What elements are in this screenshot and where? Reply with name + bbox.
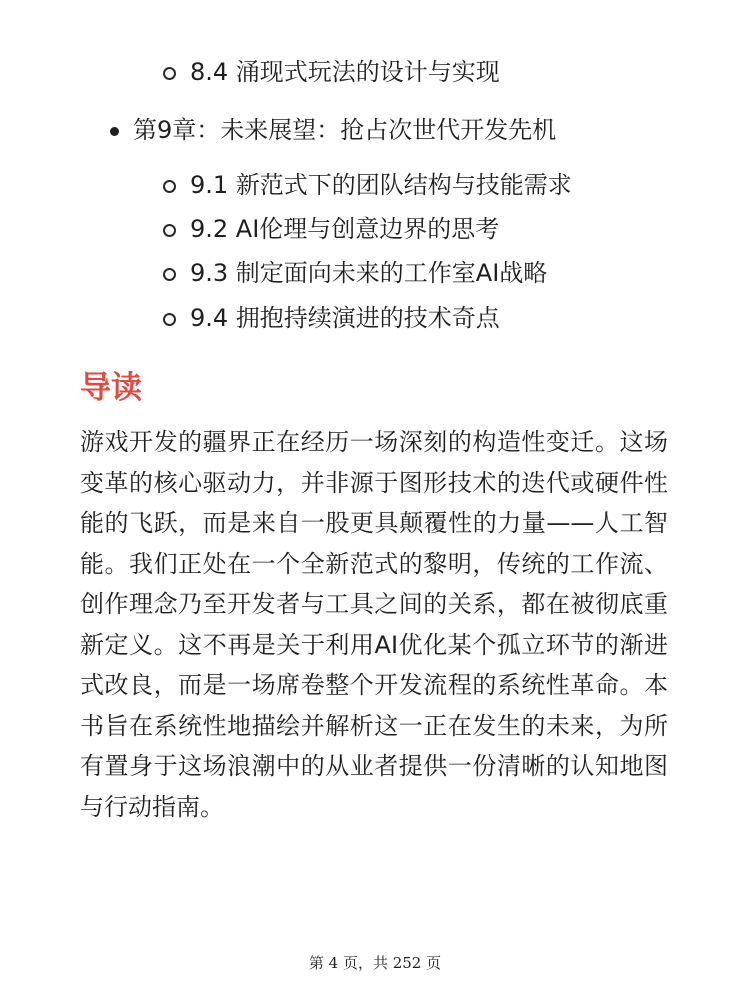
solid-bullet-icon: [110, 127, 119, 136]
toc-item-9-4[interactable]: [163, 300, 500, 336]
toc-item-label: 9.4 拥抱持续演进的技术奇点: [190, 304, 500, 332]
hollow-bullet-icon: [163, 268, 176, 281]
toc-item-8-4[interactable]: [163, 54, 500, 90]
hollow-bullet-icon: [163, 67, 176, 80]
toc-item-label: 9.2 AI伦理与创意边界的思考: [190, 215, 500, 243]
toc-chapter-9[interactable]: [110, 110, 556, 150]
hollow-bullet-icon: [163, 313, 176, 326]
toc-item-9-3[interactable]: [163, 255, 547, 291]
toc-item-label: 9.3 制定面向未来的工作室AI战略: [190, 259, 548, 287]
hollow-bullet-icon: [163, 224, 176, 237]
section-heading-intro: 导读: [80, 370, 142, 406]
toc-chapter-label: 第9章：未来展望：抢占次世代开发先机: [133, 116, 557, 144]
toc-item-label: 8.4 涌现式玩法的设计与实现: [190, 58, 500, 86]
hollow-bullet-icon: [163, 180, 176, 193]
page-number: 第 4 页，共 252 页: [308, 954, 442, 972]
toc-item-9-2[interactable]: [163, 211, 499, 247]
toc-item-label: 9.1 新范式下的团队结构与技能需求: [190, 171, 572, 199]
intro-paragraph: 游戏开发的疆界正在经历一场深刻的构造性变迁。这场变革的核心驱动力，并非源于图形技术的迭代或硬件性能的飞跃，而是来自一股更具颠覆性的力量——人工智能。我们正处在一个全新范式的黎明，传统的工作流、创作理念乃至开发者与工具之间的关系，都在被彻底重新定义。这不再是关于利用AI优化某个孤立环节的渐进式改良，而是一场席卷整个开发流程的系统性革命。本书旨在系统性地描绘并解析这一正在发生的未来，为所有置身于这场浪潮中的从业者提供一份清晰的认知地图与行动指南。: [80, 428, 668, 821]
toc-item-9-1[interactable]: [163, 167, 572, 203]
